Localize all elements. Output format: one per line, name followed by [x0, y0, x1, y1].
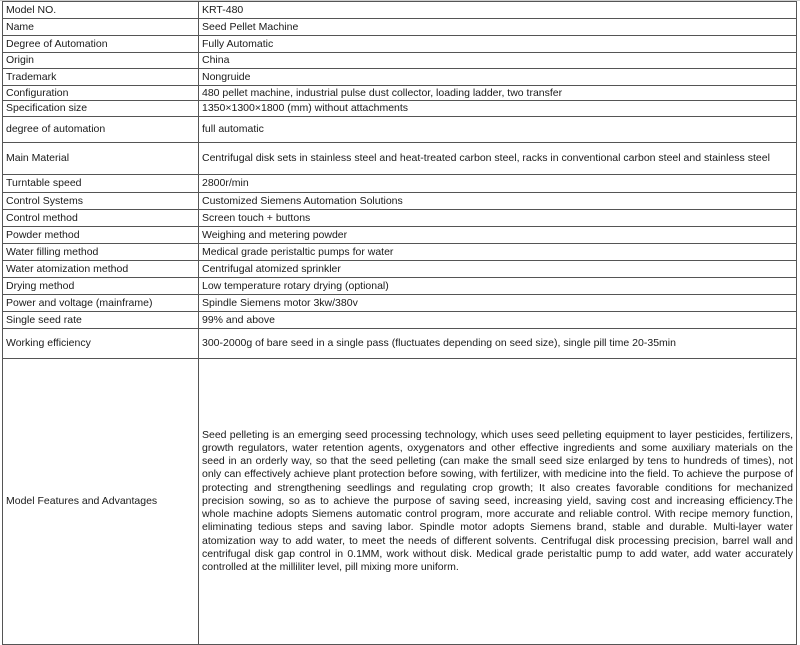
- row-value: Medical grade peristaltic pumps for water: [199, 244, 797, 261]
- spec-table: [2, 1, 797, 645]
- row-label: Working efficiency: [3, 329, 199, 359]
- row-label: Origin: [3, 53, 199, 69]
- table-row: [3, 278, 797, 295]
- row-value: 480 pellet machine, industrial pulse dust collector, loading ladder, two transfer: [199, 86, 797, 101]
- row-value: full automatic: [199, 117, 797, 143]
- table-row: [3, 210, 797, 227]
- row-label: Control Systems: [3, 193, 199, 210]
- row-value: Weighing and metering powder: [199, 227, 797, 244]
- row-value: Centrifugal atomized sprinkler: [199, 261, 797, 278]
- row-value: KRT-480: [199, 2, 797, 19]
- row-value: Fully Automatic: [199, 36, 797, 53]
- features-paragraph: Seed pelleting is an emerging seed processing technology, which uses seed pelleting equipment to layer pesticides, fertilizers, growth regulators, water retention agents, oxygenators and other effective ingredients and some auxiliary materials on the seed in an orderly way, so that the seed pelleting (can make the small seed size enlarged by tens to hundreds of times), not only can effectively achieve plant protection before sowing, with fertilizer, with medicine into the field. To achieve the purpose of protecting and strengthening seedlings and regulating crop growth; It also creates favorable conditions for mechanized precision sowing, so as to achieve the purpose of saving seed, increasing yield, saving cost and increasing efficiency.The whole machine adopts Siemens automatic control program, more accurate and reliable control. With recipe memory function, eliminating tedious steps and saving labor. Spindle motor adopts Siemens brand, stable and durable. Multi-layer water atomization way to add water, to meet the needs of different solvents. Centrifugal disk processing precision, barrel wall and centrifugal disk gap control in 0.1MM, work without disk. Medical grade peristaltic pump to add water, add water accurately controlled at the milliliter level, pill mixing more uniform.: [199, 359, 797, 645]
- row-label: Drying method: [3, 278, 199, 295]
- row-label: degree of automation: [3, 117, 199, 143]
- table-row: [3, 261, 797, 278]
- row-label: Configuration: [3, 86, 199, 101]
- row-value: Customized Siemens Automation Solutions: [199, 193, 797, 210]
- row-value: China: [199, 53, 797, 69]
- table-row: [3, 359, 797, 645]
- table-row: [3, 329, 797, 359]
- row-label: Water atomization method: [3, 261, 199, 278]
- row-value: Nongruide: [199, 69, 797, 86]
- table-row: [3, 244, 797, 261]
- table-row: [3, 69, 797, 86]
- table-row: [3, 175, 797, 193]
- row-label: Single seed rate: [3, 312, 199, 329]
- row-label: Model Features and Advantages: [3, 359, 199, 645]
- table-row: [3, 53, 797, 69]
- row-label: Water filling method: [3, 244, 199, 261]
- row-label: Turntable speed: [3, 175, 199, 193]
- row-label: Specification size: [3, 101, 199, 117]
- row-value: Low temperature rotary drying (optional): [199, 278, 797, 295]
- row-label: Trademark: [3, 69, 199, 86]
- row-label: Degree of Automation: [3, 36, 199, 53]
- table-row: [3, 2, 797, 19]
- table-row: [3, 193, 797, 210]
- table-row: [3, 19, 797, 36]
- row-label: Powder method: [3, 227, 199, 244]
- row-label: Power and voltage (mainframe): [3, 295, 199, 312]
- row-label: Model NO.: [3, 2, 199, 19]
- table-row: [3, 295, 797, 312]
- row-value: 99% and above: [199, 312, 797, 329]
- table-row: [3, 36, 797, 53]
- row-value: 1350×1300×1800 (mm) without attachments: [199, 101, 797, 117]
- table-row: [3, 312, 797, 329]
- row-value: 2800r/min: [199, 175, 797, 193]
- table-row: [3, 143, 797, 175]
- row-label: Control method: [3, 210, 199, 227]
- table-row: [3, 86, 797, 101]
- row-value: Seed Pellet Machine: [199, 19, 797, 36]
- row-value: Screen touch + buttons: [199, 210, 797, 227]
- table-row: [3, 101, 797, 117]
- row-value: Centrifugal disk sets in stainless steel and heat-treated carbon steel, racks in conventional carbon steel and stainless steel: [199, 143, 797, 175]
- row-label: Main Material: [3, 143, 199, 175]
- row-label: Name: [3, 19, 199, 36]
- table-row: [3, 117, 797, 143]
- row-value: 300-2000g of bare seed in a single pass (fluctuates depending on seed size), single pill time 20-35min: [199, 329, 797, 359]
- table-row: [3, 227, 797, 244]
- row-value: Spindle Siemens motor 3kw/380v: [199, 295, 797, 312]
